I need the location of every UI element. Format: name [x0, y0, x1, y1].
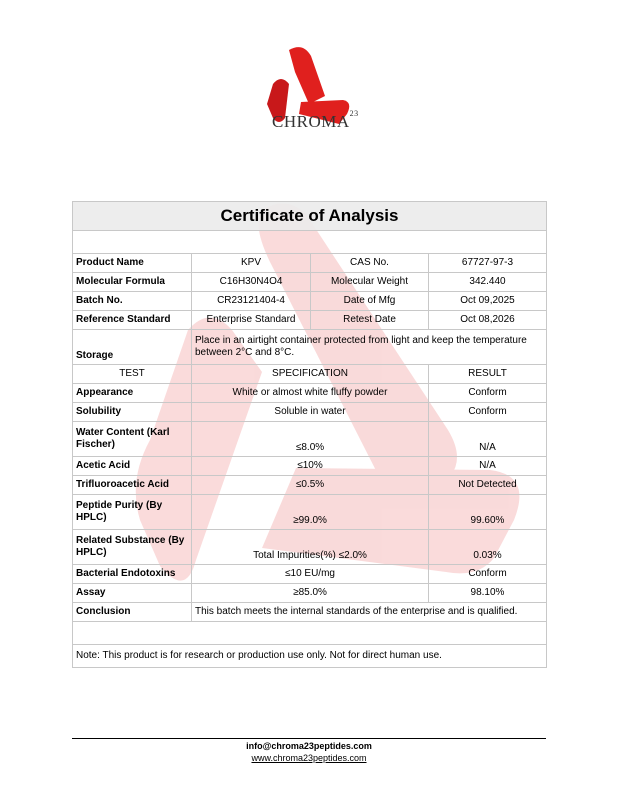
test-result: Conform [429, 565, 547, 584]
product-name-value: KPV [192, 254, 311, 273]
footer-email[interactable]: info@chroma23peptides.com [246, 741, 372, 751]
specification-header: SPECIFICATION [192, 365, 429, 384]
formula-label: Molecular Formula [73, 273, 192, 292]
test-spec: Total Impurities(%) ≤2.0% [192, 530, 429, 565]
test-spec: Soluble in water [192, 403, 429, 422]
blank-row [73, 231, 547, 254]
brand-name [272, 109, 359, 132]
storage-value: Place in an airtight container protected from light and keep the temperature between 2°C and 8°C. [192, 330, 547, 365]
brand-text: CHROMA [272, 112, 350, 131]
result-header: RESULT [429, 365, 547, 384]
weight-value: 342.440 [429, 273, 547, 292]
test-spec: White or almost white fluffy powder [192, 384, 429, 403]
test-spec: ≤8.0% [192, 422, 429, 457]
cas-label: CAS No. [311, 254, 429, 273]
batch-value: CR23121404-4 [192, 292, 311, 311]
test-result: N/A [429, 422, 547, 457]
test-name: Acetic Acid [73, 457, 192, 476]
footer-divider [72, 738, 546, 739]
coa-table [72, 201, 547, 668]
test-spec: ≤10 EU/mg [192, 565, 429, 584]
product-name-label: Product Name [73, 254, 192, 273]
storage-label: Storage [73, 330, 192, 365]
test-result: Conform [429, 403, 547, 422]
reference-label: Reference Standard [73, 311, 192, 330]
test-spec: ≤10% [192, 457, 429, 476]
test-spec: ≥99.0% [192, 495, 429, 530]
test-spec: ≥85.0% [192, 584, 429, 603]
test-name: Related Substance (By HPLC) [73, 530, 192, 565]
batch-label: Batch No. [73, 292, 192, 311]
weight-label: Molecular Weight [311, 273, 429, 292]
test-name: Water Content (Karl Fischer) [73, 422, 192, 457]
test-name: Appearance [73, 384, 192, 403]
test-result: 99.60% [429, 495, 547, 530]
page-title: Certificate of Analysis [73, 202, 547, 231]
test-name: Solubility [73, 403, 192, 422]
test-result: Conform [429, 384, 547, 403]
test-name: Trifluoroacetic Acid [73, 476, 192, 495]
test-result: Not Detected [429, 476, 547, 495]
retest-value: Oct 08,2026 [429, 311, 547, 330]
mfg-label: Date of Mfg [311, 292, 429, 311]
test-header: TEST [73, 365, 192, 384]
test-spec: ≤0.5% [192, 476, 429, 495]
formula-value: C16H30N4O4 [192, 273, 311, 292]
note-text: Note: This product is for research or production use only. Not for direct human use. [73, 645, 547, 668]
blank-row [73, 622, 547, 645]
cas-value: 67727-97-3 [429, 254, 547, 273]
test-result: 98.10% [429, 584, 547, 603]
test-result: 0.03% [429, 530, 547, 565]
test-name: Peptide Purity (By HPLC) [73, 495, 192, 530]
conclusion-text: This batch meets the internal standards of the enterprise and is qualified. [192, 603, 547, 622]
test-result: N/A [429, 457, 547, 476]
test-name: Bacterial Endotoxins [73, 565, 192, 584]
reference-value: Enterprise Standard [192, 311, 311, 330]
brand-superscript: 23 [349, 109, 359, 119]
footer-website-link[interactable]: www.chroma23peptides.com [251, 753, 367, 763]
conclusion-label: Conclusion [73, 603, 192, 622]
mfg-value: Oct 09,2025 [429, 292, 547, 311]
retest-label: Retest Date [311, 311, 429, 330]
test-name: Assay [73, 584, 192, 603]
